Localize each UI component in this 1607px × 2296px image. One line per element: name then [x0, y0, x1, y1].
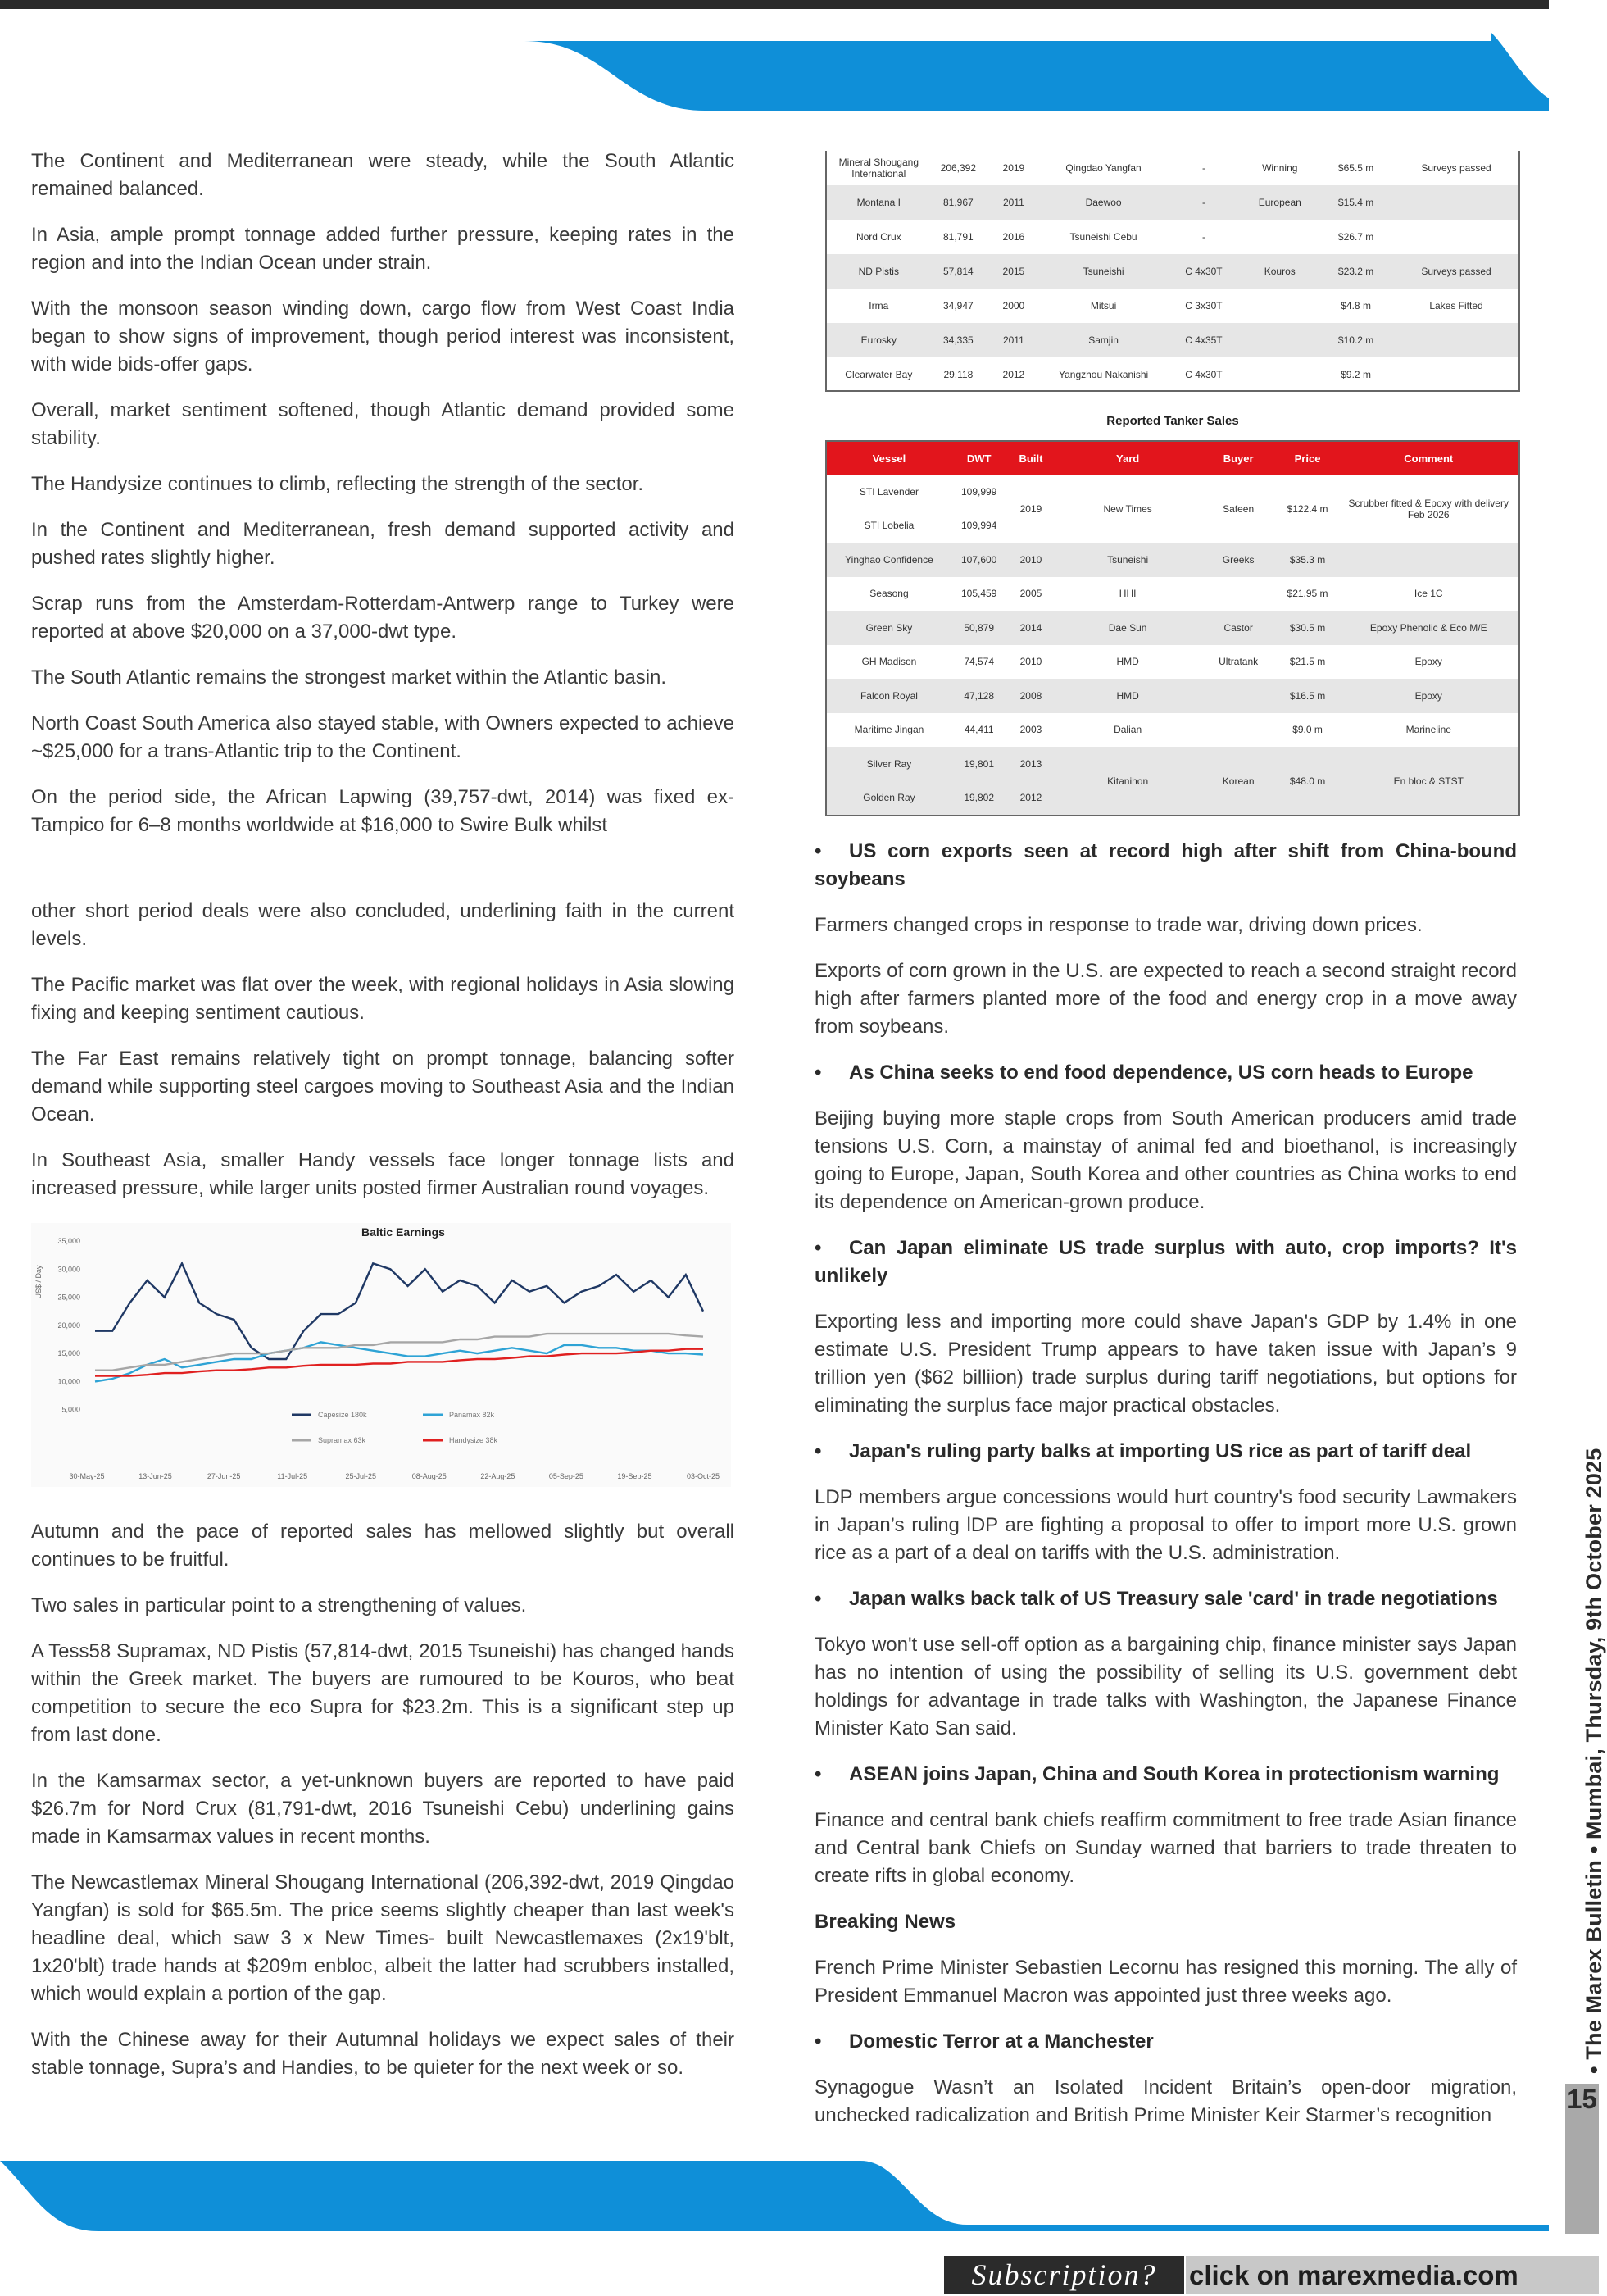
- table-row: [827, 645, 1518, 680]
- paragraph: Scrap runs from the Amsterdam-Rotterdam-Antwerp range to Turkey were reported at above $20,000 on a 37,000-dwt type.: [31, 593, 734, 643]
- table-row: [827, 220, 1518, 254]
- x-tick-label: 08-Aug-25: [411, 1472, 447, 1480]
- tanker-sales-table: [825, 440, 1520, 816]
- legend-label: Handysize 38k: [449, 1436, 498, 1444]
- table-cell: 2003: [1019, 724, 1042, 736]
- headline-text: Can Japan eliminate US trade surplus with auto, crop imports? It's unlikely: [815, 1237, 1517, 1287]
- y-tick-label: 15,000: [57, 1349, 80, 1358]
- x-tick-label: 22-Aug-25: [480, 1472, 515, 1480]
- bullet-icon: •: [815, 2030, 822, 2053]
- paragraph: Finance and central bank chiefs reaffirm commitment to free trade Asian finance and Central bank Chiefs on Sunday warned that barriers to trade threaten to create rifts in global economy.: [815, 1809, 1517, 1887]
- table-cell: 2010: [1019, 656, 1042, 668]
- bullet-icon: •: [815, 1588, 822, 1610]
- table-cell: 2008: [1019, 689, 1042, 702]
- paragraph: French Prime Minister Sebastien Lecornu has resigned this morning. The ally of President Emmanuel Macron was appointed just three weeks ago.: [815, 1957, 1517, 2007]
- table-cell: $4.8 m: [1341, 300, 1371, 311]
- table-cell: [1394, 185, 1518, 220]
- table-cell: [1201, 713, 1277, 748]
- paragraph: Exports of corn grown in the U.S. are expected to reach a second straight record high after farmers planted more of the food and energy crop in a move away from soybeans.: [815, 960, 1517, 1038]
- x-tick-label: 03-Oct-25: [686, 1472, 720, 1480]
- table-cell: European: [1258, 197, 1301, 208]
- table-cell: [1201, 577, 1277, 612]
- table-cell: [1339, 543, 1518, 577]
- paragraph: Two sales in particular point to a strengthening of values.: [31, 1594, 527, 1616]
- bulk-sales-table: [825, 151, 1520, 392]
- table-cell: New Times: [1103, 502, 1152, 515]
- table-cell: 81,967: [943, 197, 974, 208]
- table-cell: Mitsui: [1090, 300, 1117, 311]
- table-cell: 2011: [1002, 334, 1024, 346]
- table-cell: Eurosky: [860, 334, 897, 346]
- table-cell: Golden Ray: [863, 792, 915, 804]
- table-cell: -: [1201, 197, 1205, 208]
- table-cell: 2011: [1002, 197, 1024, 208]
- y-tick-label: 5,000: [61, 1405, 80, 1414]
- table-cell: $21.5 m: [1289, 656, 1326, 668]
- paragraph: With the monsoon season winding down, cargo flow from West Coast India began to show signs of improvement, though period interest was inconsistent, with wide bids-offer gaps.: [31, 298, 734, 375]
- table-cell: $21.95 m: [1287, 588, 1328, 600]
- paragraph: The Newcastlemax Mineral Shougang International (206,392-dwt, 2019 Qingdao Yangfan) is sold for $65.5m. The price seems slightly cheaper than last week's headline deal, which saw 3 x New Times- built Newcastlemaxes (2x19'blt, 1x20'blt) trade hands at $209m enbloc, albeit the latter had scrubbers installed, which would explain a portion of the gap.: [31, 1871, 734, 2005]
- news-headline: [815, 1585, 1517, 1613]
- table-cell: [1242, 323, 1318, 357]
- table-cell: 47,128: [964, 689, 995, 702]
- news-headline: [815, 2028, 1517, 2056]
- y-axis-label: US$ / Day: [34, 1265, 43, 1299]
- table-cell: Scrubber fitted & Epoxy with delivery Feb 2026: [1348, 497, 1509, 521]
- paragraph: Farmers changed crops in response to trade war, driving down prices.: [815, 914, 1423, 936]
- subscription-link[interactable]: click on marexmedia.com: [1186, 2256, 1599, 2294]
- table-cell: Lakes Fitted: [1429, 300, 1483, 311]
- table-cell: 2013: [1019, 757, 1042, 770]
- paragraph: North Coast South America also stayed stable, with Owners expected to achieve ~$25,000 for a trans-Atlantic trip to the Continent.: [31, 712, 734, 762]
- left-column-top: [31, 148, 734, 857]
- table-cell: En bloc & STST: [1393, 775, 1464, 787]
- table-cell: 81,791: [943, 231, 974, 243]
- table-cell: Dae Sun: [1108, 621, 1147, 634]
- table-cell: Daewoo: [1085, 197, 1122, 208]
- paragraph: In Asia, ample prompt tonnage added further pressure, keeping rates in the region and into the Indian Ocean under strain.: [31, 224, 734, 274]
- headline-text: ASEAN joins Japan, China and South Korea in protectionism warning: [849, 1763, 1500, 1785]
- table-cell: 2019: [1019, 502, 1042, 515]
- table-cell: Dalian: [1114, 724, 1142, 736]
- table-cell: STI Lavender: [859, 485, 919, 498]
- paragraph: A Tess58 Supramax, ND Pistis (57,814-dwt, 2015 Tsuneishi) has changed hands within the Greek market. The buyers are rumoured to be Kouros, who beat competition to secure the eco Supra for $23.2m. This is a significant step up from last done.: [31, 1640, 734, 1746]
- footer-wave: [0, 2159, 1599, 2235]
- paragraph: The Far East remains relatively tight on prompt tonnage, balancing softer demand while supporting steel cargoes moving to Southeast Asia and the Indian Ocean.: [31, 1048, 734, 1125]
- table-cell: 105,459: [960, 588, 997, 600]
- table-cell: Clearwater Bay: [845, 369, 913, 380]
- table-cell: 2012: [1002, 369, 1025, 380]
- headline-text: Domestic Terror at a Manchester: [849, 2030, 1154, 2053]
- y-tick-label: 20,000: [57, 1321, 80, 1330]
- bullet-icon: •: [815, 1763, 822, 1785]
- table-cell: Mineral Shougang International: [838, 157, 919, 180]
- table-cell: Green Sky: [865, 621, 913, 634]
- news-headline: [815, 1234, 1517, 1290]
- table-cell: Castor: [1223, 621, 1253, 634]
- table-cell: 2012: [1019, 792, 1042, 804]
- paragraph: Beijing buying more staple crops from South American producers amid trade tensions U.S. Corn, a mainstay of animal fed and bioethanol, is increasingly going to Europe, Japan, South Korea and other countries as China works to end its dependence on American-grown produce.: [815, 1107, 1517, 1213]
- table-cell: Marineline: [1405, 724, 1451, 736]
- left-column-middle: [31, 898, 734, 1221]
- header-wave: [0, 33, 1599, 115]
- table-cell: $48.0 m: [1289, 775, 1326, 787]
- table-cell: Ice 1C: [1414, 588, 1443, 600]
- column-header: Price: [1277, 442, 1339, 475]
- legend-label: Capesize 180k: [318, 1411, 367, 1419]
- table-row: [827, 289, 1518, 323]
- x-tick-label: 30-May-25: [69, 1472, 105, 1480]
- y-tick-label: 30,000: [57, 1265, 80, 1274]
- table-cell: $26.7 m: [1337, 231, 1374, 243]
- x-tick-label: 13-Jun-25: [138, 1472, 172, 1480]
- bullet-icon: •: [815, 840, 822, 862]
- table-cell: Yangzhou Nakanishi: [1058, 369, 1149, 380]
- paragraph: Overall, market sentiment softened, though Atlantic demand provided some stability.: [31, 399, 734, 449]
- table-cell: $30.5 m: [1289, 621, 1326, 634]
- left-column-bottom: [31, 1518, 734, 2100]
- table-cell: ND Pistis: [858, 266, 899, 277]
- column-header: Buyer: [1201, 442, 1277, 475]
- table-cell: Seasong: [869, 588, 909, 600]
- x-tick-label: 05-Sep-25: [548, 1472, 583, 1480]
- table-cell: HMD: [1116, 689, 1139, 702]
- table-cell: [1242, 357, 1318, 392]
- headline-text: Japan walks back talk of US Treasury sale 'card' in trade negotiations: [849, 1588, 1498, 1610]
- table-cell: 109,999: [960, 485, 997, 498]
- paragraph: Autumn and the pace of reported sales has mellowed slightly but overall continues to be fruitful.: [31, 1521, 734, 1571]
- table-cell: 19,801: [964, 757, 995, 770]
- table-cell: 2000: [1002, 300, 1025, 311]
- table-cell: STI Lobelia: [864, 520, 915, 532]
- table-row: [827, 323, 1518, 357]
- table-cell: 74,574: [964, 656, 995, 668]
- legend-label: Supramax 63k: [318, 1436, 366, 1444]
- table-cell: Tsuneishi: [1107, 553, 1149, 566]
- table-cell: Surveys passed: [1421, 266, 1491, 277]
- news-headline: [815, 1761, 1517, 1789]
- series-line-3: [95, 1334, 703, 1371]
- page-number: 15: [1567, 2084, 1597, 2114]
- table-row: [827, 151, 1518, 185]
- table-row: [827, 357, 1518, 392]
- table-cell: 2016: [1002, 231, 1025, 243]
- x-tick-label: 25-Jul-25: [345, 1472, 376, 1480]
- table-cell: $9.2 m: [1341, 369, 1371, 380]
- headline-text: As China seeks to end food dependence, US corn heads to Europe: [849, 1062, 1473, 1084]
- table-cell: Epoxy: [1414, 689, 1442, 702]
- table-cell: 107,600: [960, 553, 997, 566]
- paragraph: The Continent and Mediterranean were steady, while the South Atlantic remained balanced.: [31, 150, 734, 200]
- paragraph: On the period side, the African Lapwing (39,757-dwt, 2014) was fixed ex-Tampico for 6–8 months worldwide at $16,000 to Swire Bulk whilst: [31, 786, 734, 836]
- headline-text: US corn exports seen at record high after shift from China-bound soybeans: [815, 840, 1517, 890]
- column-header: Built: [1006, 442, 1055, 475]
- table-cell: $65.5 m: [1337, 162, 1374, 174]
- series-line-4: [95, 1349, 703, 1376]
- table-row: [827, 543, 1518, 577]
- table-cell: 50,879: [964, 621, 995, 634]
- paragraph: The Handysize continues to climb, reflecting the strength of the sector.: [31, 473, 644, 495]
- news-headline: [815, 838, 1517, 893]
- bullet-icon: •: [815, 1062, 822, 1084]
- table-row: [827, 679, 1518, 713]
- column-header: Yard: [1055, 442, 1201, 475]
- baltic-earnings-chart: [31, 1223, 731, 1487]
- section-heading: Breaking News: [815, 1911, 956, 1933]
- table-cell: Maritime Jingan: [854, 724, 924, 736]
- table-cell: 2005: [1019, 588, 1042, 600]
- table-cell: 34,335: [943, 334, 974, 346]
- table-cell: 2010: [1019, 553, 1042, 566]
- paragraph: In the Kamsarmax sector, a yet-unknown buyers are reported to have paid $26.7m for Nord Crux (81,791-dwt, 2016 Tsuneishi Cebu) underlining gains made in Kamsarmax values in recent months.: [31, 1770, 734, 1848]
- running-title: • The Marex Bulletin • Mumbai, Thursday, 9th October 2025: [1582, 1448, 1606, 2074]
- paragraph: LDP members argue concessions would hurt country's food security Lawmakers in Japan’s ruling lDP are fighting a proposal to offer to import more U.S. grown rice as a part of a deal on tariffs with the U.S. administration.: [815, 1486, 1517, 1564]
- paragraph: With the Chinese away for their Autumnal holidays we expect sales of their stable tonnage, Supra’s and Handies, to be quieter for the next week or so.: [31, 2029, 734, 2079]
- paragraph: The Pacific market was flat over the week, with regional holidays in Asia slowing fixing and keeping sentiment cautious.: [31, 974, 734, 1024]
- chart-svg: [31, 1223, 731, 1487]
- table-cell: Epoxy: [1414, 656, 1442, 668]
- table-row: [827, 713, 1518, 748]
- headline-text: Japan's ruling party balks at importing US rice as part of tariff deal: [849, 1440, 1472, 1462]
- table-cell: Surveys passed: [1421, 162, 1491, 174]
- table-cell: GH Madison: [861, 656, 917, 668]
- table-cell: Irma: [869, 300, 889, 311]
- bullet-icon: •: [815, 1440, 822, 1462]
- table-cell: Silver Ray: [866, 757, 912, 770]
- table-cell: Yinghao Confidence: [845, 553, 933, 566]
- table-cell: Samjin: [1088, 334, 1119, 346]
- legend-label: Panamax 82k: [449, 1411, 495, 1419]
- table-cell: Tsuneishi: [1083, 266, 1124, 277]
- column-header: DWT: [951, 442, 1007, 475]
- table-cell: $9.0 m: [1292, 724, 1323, 736]
- right-column-news: [815, 838, 1517, 2148]
- table-row: [827, 254, 1518, 289]
- y-tick-label: 10,000: [57, 1377, 80, 1386]
- table-cell: 19,802: [964, 792, 995, 804]
- y-tick-label: 25,000: [57, 1293, 80, 1302]
- table-cell: 2014: [1019, 621, 1042, 634]
- tanker-table-title: Reported Tanker Sales: [1106, 414, 1239, 428]
- paragraph: Tokyo won't use sell-off option as a bargaining chip, finance minister says Japan has no intention of using the possibility of selling its U.S. government debt holdings for advantage in trade talks with Washington, the Japanese Finance Minister Kato San said.: [815, 1634, 1517, 1739]
- table-cell: Winning: [1262, 162, 1298, 174]
- news-headline: [815, 1438, 1517, 1466]
- table-cell: Kouros: [1264, 266, 1296, 277]
- series-line-1: [95, 1263, 703, 1359]
- table-cell: $122.4 m: [1287, 502, 1328, 515]
- table-cell: $10.2 m: [1337, 334, 1374, 346]
- table-cell: C 4x30T: [1185, 266, 1223, 277]
- table-cell: 29,118: [943, 369, 974, 380]
- x-tick-label: 19-Sep-25: [617, 1472, 652, 1480]
- table-row: [827, 475, 1518, 509]
- table-cell: $15.4 m: [1337, 197, 1374, 208]
- x-tick-label: 27-Jun-25: [207, 1472, 241, 1480]
- table-cell: C 4x35T: [1185, 334, 1223, 346]
- table-cell: [1394, 220, 1518, 254]
- table-cell: Ultratank: [1219, 656, 1259, 668]
- table-cell: 44,411: [964, 724, 994, 736]
- table-row: [827, 185, 1518, 220]
- table-cell: Safeen: [1223, 502, 1255, 515]
- paragraph: In the Continent and Mediterranean, fresh demand supported activity and pushed rates slightly higher.: [31, 519, 734, 569]
- table-cell: -: [1201, 231, 1205, 243]
- chart-title: Baltic Earnings: [361, 1225, 445, 1239]
- subscription-label: Subscription?: [944, 2256, 1184, 2294]
- table-cell: HHI: [1119, 588, 1137, 600]
- paragraph: The South Atlantic remains the strongest market within the Atlantic basin.: [31, 666, 667, 689]
- table-cell: [1394, 323, 1518, 357]
- table-cell: [1242, 289, 1318, 323]
- table-cell: Nord Crux: [856, 231, 901, 243]
- column-header: Vessel: [827, 442, 951, 475]
- table-cell: Epoxy Phenolic & Eco M/E: [1369, 621, 1487, 634]
- table-cell: Kitanihon: [1107, 775, 1149, 787]
- table-cell: $16.5 m: [1289, 689, 1326, 702]
- table-cell: 206,392: [940, 162, 977, 174]
- table-cell: HMD: [1116, 656, 1139, 668]
- table-cell: [1394, 357, 1518, 392]
- x-tick-label: 11-Jul-25: [277, 1472, 308, 1480]
- table-cell: 34,947: [943, 300, 974, 311]
- news-headline: [815, 1059, 1517, 1087]
- table-row: [827, 577, 1518, 612]
- table-cell: Greeks: [1222, 553, 1255, 566]
- bullet-icon: •: [815, 1237, 822, 1259]
- table-cell: 2015: [1002, 266, 1025, 277]
- top-rule: [0, 0, 1549, 9]
- column-header: Comment: [1339, 442, 1518, 475]
- table-row: [827, 611, 1518, 645]
- table-cell: [1201, 679, 1277, 713]
- table-cell: Korean: [1222, 775, 1255, 787]
- table-cell: 2019: [1002, 162, 1025, 174]
- table-cell: -: [1201, 162, 1205, 174]
- table-cell: Tsuneishi Cebu: [1069, 231, 1137, 243]
- y-tick-label: 35,000: [57, 1237, 80, 1245]
- paragraph: In Southeast Asia, smaller Handy vessels face longer tonnage lists and increased pressure, while larger units posted firmer Australian round voyages.: [31, 1149, 734, 1199]
- table-cell: 109,994: [960, 520, 997, 532]
- table-cell: $35.3 m: [1289, 553, 1326, 566]
- table-cell: 57,814: [943, 266, 974, 277]
- table-cell: Qingdao Yangfan: [1065, 162, 1142, 174]
- table-row: [827, 747, 1518, 781]
- table-cell: Falcon Royal: [860, 689, 918, 702]
- table-cell: C 3x30T: [1185, 300, 1223, 311]
- paragraph: Synagogue Wasn’t an Isolated Incident Britain’s open-door migration, unchecked radicalization and British Prime Minister Keir Starmer’s recognition: [815, 2076, 1517, 2126]
- paragraph: Exporting less and importing more could shave Japan's GDP by 1.4% in one estimate U.S. President Trump appears to have taken issue with Japan’s 9 trillion yen ($62 billiion) trade surplus during tariff negotiations, but options for eliminating the surplus face major practical obstacles.: [815, 1311, 1517, 1416]
- table-cell: [1242, 220, 1318, 254]
- table-cell: C 4x30T: [1185, 369, 1223, 380]
- table-cell: Montana I: [856, 197, 901, 208]
- paragraph: other short period deals were also concluded, underlining faith in the current levels.: [31, 900, 734, 950]
- table-cell: $23.2 m: [1337, 266, 1374, 277]
